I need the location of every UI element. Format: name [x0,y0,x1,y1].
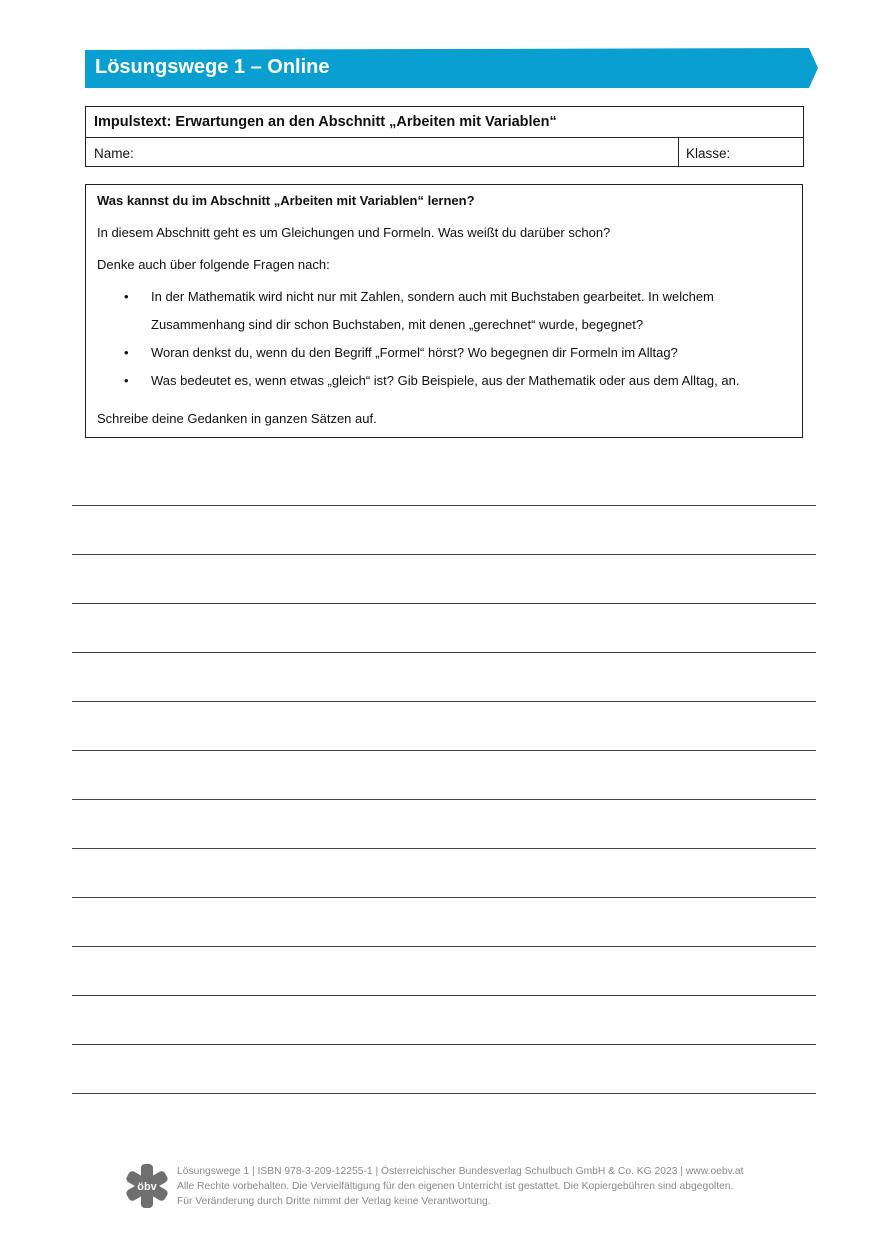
task-closing: Schreibe deine Gedanken in ganzen Sätzen auf. [97,411,377,426]
bullet-item: In der Mathematik wird nicht nur mit Zahlen, sondern auch mit Buchstaben gearbeitet. In welchem Zusammenhang sind dir schon Buchstaben, mit denen „gerechnet“ wurde, begegnet? [151,289,714,332]
logo-text: öbv [137,1181,157,1193]
writing-line[interactable] [72,505,816,506]
oebv-logo-icon [124,1163,170,1209]
writing-line[interactable] [72,554,816,555]
writing-line[interactable] [72,603,816,604]
page-title: Lösungswege 1 – Online [95,56,330,78]
publisher-logo [124,1163,170,1209]
footer-line: Lösungswege 1 | ISBN 978-3-209-12255-1 | Österreichischer Bundesverlag Schulbuch GmbH & Co. KG 2023 | www.oebv.at [177,1166,744,1177]
writing-line[interactable] [72,1044,816,1045]
writing-line[interactable] [72,897,816,898]
writing-line[interactable] [72,995,816,996]
task-intro: In diesem Abschnitt geht es um Gleichungen und Formeln. Was weißt du darüber schon? [97,225,611,240]
writing-line[interactable] [72,701,816,702]
worksheet-title: Impulstext: Erwartungen an den Abschnitt „Arbeiten mit Variablen“ [94,114,557,130]
bullet-item: Was bedeutet es, wenn etwas „gleich“ ist? Gib Beispiele, aus der Mathematik oder aus dem Alltag, an. [151,373,740,388]
writing-line[interactable] [72,652,816,653]
header-divider [678,138,679,167]
bullet-item: Woran denkst du, wenn du den Begriff „Formel“ hörst? Wo begegnen dir Formeln im Alltag? [151,345,678,360]
title-banner [85,48,818,88]
footer-line: Alle Rechte vorbehalten. Die Vervielfältigung für den eigenen Unterricht ist gestattet. Die Kopiergebühren sind abgegolten. [177,1181,734,1192]
header-title-row [86,107,803,138]
bullet-marker: • [124,345,129,360]
bullet-marker: • [124,289,129,304]
worksheet-header [85,106,804,167]
task-prompt: Denke auch über folgende Fragen nach: [97,257,330,272]
writing-line[interactable] [72,1093,816,1094]
task-heading: Was kannst du im Abschnitt „Arbeiten mit Variablen“ lernen? [97,193,475,208]
name-field-label: Name: [94,146,134,161]
task-box [85,184,803,438]
writing-line[interactable] [72,799,816,800]
bullet-marker: • [124,373,129,388]
footer-line: Für Veränderung durch Dritte nimmt der Verlag keine Verantwortung. [177,1196,491,1207]
class-field-label: Klasse: [686,146,731,161]
writing-line[interactable] [72,848,816,849]
writing-line[interactable] [72,946,816,947]
footer-legal [177,1164,743,1209]
writing-line[interactable] [72,750,816,751]
